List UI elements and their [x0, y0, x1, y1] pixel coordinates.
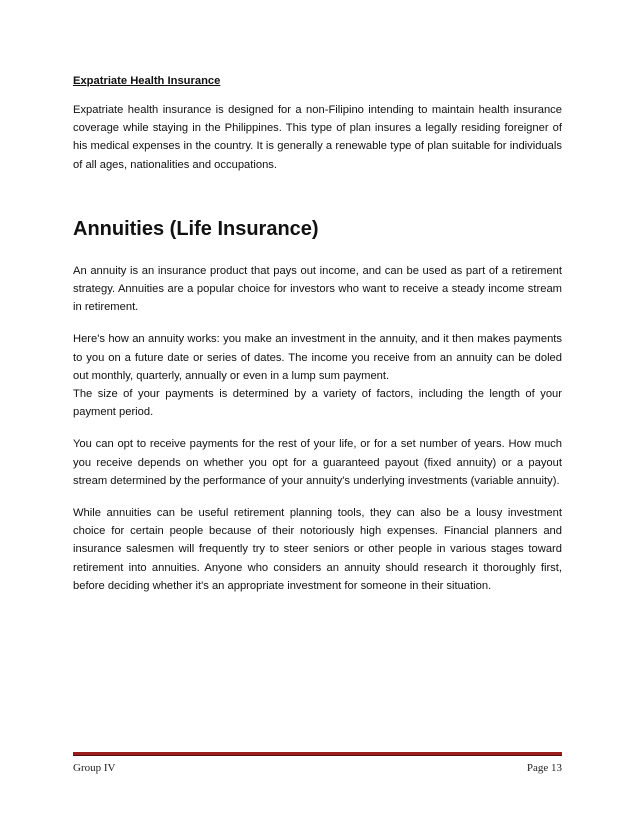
annuity-paragraph-4: You can opt to receive payments for the rest of your life, or for a set number of years. How much you receive depends on whether you opt for a guaranteed payout (fixed annuity) or a payout stream determined by the performance of your annuity's underlying investments (variable annuity). — [73, 438, 562, 487]
footer-row — [73, 762, 562, 774]
annuity-paragraph-5: While annuities can be useful retirement planning tools, they can also be a lousy investment choice for certain people because of their notoriously high expenses. Financial planners and insurance salesmen will frequently try to steer seniors or other people in various stages toward retirement into annuities. Anyone who considers an annuity should research it thoroughly first, before deciding whether it's an appropriate investment for someone in their situation. — [73, 507, 562, 592]
page-content — [73, 74, 562, 595]
annuity-paragraph-2: Here's how an annuity works: you make an investment in the annuity, and it then makes payments to you on a future date or series of dates. The income you receive from an annuity can be doled out monthly, quarterly, annually or even in a lump sum payment. — [73, 333, 562, 382]
annuities-title: Annuities (Life Insurance) — [73, 217, 319, 240]
section-heading-expatriate: Expatriate Health Insurance — [73, 75, 221, 87]
annuity-paragraph-1: An annuity is an insurance product that pays out income, and can be used as part of a retirement strategy. Annuities are a popular choice for investors who want to receive a steady income stream in retirement. — [73, 264, 562, 314]
footer-page-number: Page 13 — [526, 762, 562, 774]
footer-group-label: Group IV — [73, 762, 116, 774]
expatriate-paragraph: Expatriate health insurance is designed for a non-Filipino intending to maintain health insurance coverage while staying in the Philippines. This type of plan insures a legally residing foreigner of his medical expenses in the country. It is generally a renewable type of plan suitable for individuals of all ages, nationalities and occupations. — [73, 104, 562, 171]
footer-rule — [73, 752, 562, 756]
page-footer — [73, 752, 562, 774]
annuity-paragraph-3: The size of your payments is determined by a variety of factors, including the length of your payment period. — [73, 388, 562, 419]
